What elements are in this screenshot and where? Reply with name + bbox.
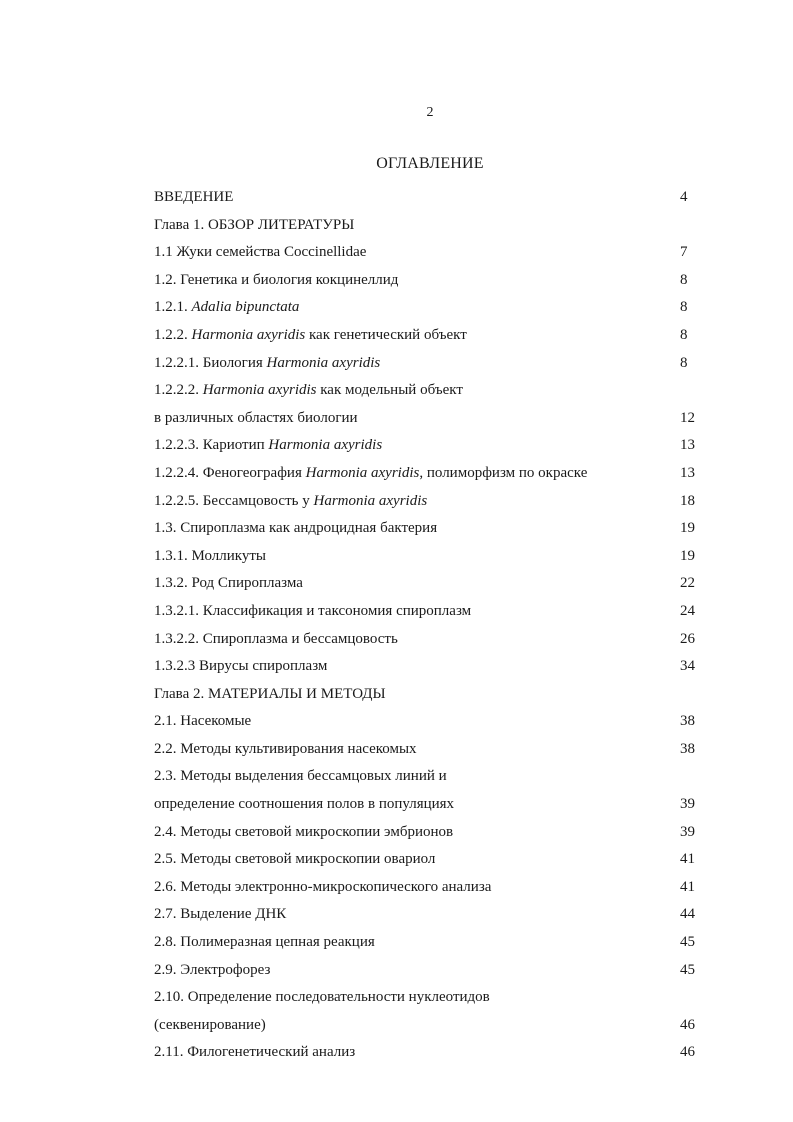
toc-entry-page-number: 26 (680, 630, 695, 647)
toc-entry-page-number: 45 (680, 961, 695, 978)
toc-entry (0, 184, 793, 212)
toc-entry (0, 653, 793, 681)
toc-entry-text: 1.2.2.2. (154, 382, 203, 399)
toc-entry-label (154, 681, 386, 709)
toc-entry-label (154, 515, 437, 543)
toc-entry-text: 1.1 Жуки семейства Coccinellidae (154, 244, 367, 261)
toc-entry-page-number: 19 (680, 520, 695, 537)
toc-entry-page-number: 7 (680, 244, 688, 261)
toc-entry-text: 2.2. Методы культивирования насекомых (154, 740, 417, 757)
toc-entry-label (154, 350, 380, 378)
toc-entry (0, 598, 793, 626)
toc-entry-text: 1.2.2.4. Феногеография (154, 464, 306, 481)
toc-entry-text: 2.9. Электрофорез (154, 961, 271, 978)
toc-entry-text: 1.3. Спироплазма как андроцидная бактерия (154, 520, 438, 537)
toc-entry-page-number: 8 (680, 326, 688, 343)
toc-entry (0, 1039, 793, 1067)
toc-entry-text: 2.5. Методы световой микроскопии овариол (154, 851, 436, 868)
toc-entry-page-number: 8 (680, 299, 688, 316)
toc-entry-page-number: 46 (680, 1016, 695, 1033)
page-number: 2 (426, 105, 434, 120)
toc-entry-text: 2.10. Определение последовательности нуклеотидов (154, 989, 490, 1006)
toc-entry-text: 2.8. Полимеразная цепная реакция (154, 934, 375, 951)
toc-entry (0, 681, 793, 709)
toc-entry-latin-name: Harmonia axyridis (266, 354, 381, 371)
toc-entry-text-continued: как генетический объект (305, 326, 467, 343)
toc-entry (0, 846, 793, 874)
toc-title: ОГЛАВЛЕНИЕ (376, 155, 484, 172)
toc-entry (0, 350, 793, 378)
toc-entry-label (154, 791, 454, 819)
toc-entry-text-continued: , полиморфизм по окраске (419, 464, 588, 481)
toc-entry-page-number: 4 (680, 189, 688, 205)
toc-entry-label (154, 322, 467, 350)
toc-entry-page-number: 12 (680, 409, 695, 426)
toc-entry-page-number: 24 (680, 602, 695, 619)
toc-entry-page-number: 8 (680, 271, 688, 288)
toc-entry-label (154, 267, 398, 295)
toc-entry-label (154, 598, 471, 626)
toc-entry-text: 1.3.2. Род Спироплазма (154, 575, 303, 592)
toc-entry-text: 1.2.2.5. Бессамцовость у (154, 492, 314, 509)
toc-entry-label (154, 763, 447, 791)
toc-entry (0, 405, 793, 433)
toc-entry-latin-name: Adalia bipunctata (191, 299, 300, 316)
toc-entry-page-number: 34 (680, 658, 695, 675)
toc-entry-text: 1.3.2.2. Спироплазма и бессамцовость (154, 630, 398, 647)
toc-entry-text: 1.2.2. (154, 326, 192, 343)
toc-entry-label (154, 736, 417, 764)
toc-entry-latin-name: Harmonia axyridis (268, 437, 383, 454)
toc-entry-page-number: 39 (680, 823, 695, 840)
toc-entry-latin-name: Harmonia axyridis (313, 492, 428, 509)
toc-entry-label (154, 184, 233, 212)
toc-entry-page-number: 45 (680, 934, 695, 951)
toc-entry (0, 488, 793, 516)
toc-entry (0, 736, 793, 764)
toc-entry-text: 1.2.1. (154, 299, 192, 316)
toc-entry-text: 2.11. Филогенетический анализ (154, 1044, 356, 1061)
toc-entry-latin-name: Harmonia axyridis (305, 464, 420, 481)
toc-entry-label (154, 653, 327, 681)
toc-entry-text: 2.7. Выделение ДНК (154, 906, 287, 923)
toc-entry-page-number: 22 (680, 575, 695, 592)
toc-entry-text: 1.3.2.3 Вирусы спироплазм (154, 658, 328, 675)
toc-entry-page-number: 13 (680, 464, 695, 481)
toc-entry (0, 984, 793, 1012)
toc-entry-latin-name: Harmonia axyridis (202, 382, 317, 399)
toc-entry (0, 957, 793, 985)
toc-entry-label (154, 901, 286, 929)
toc-entry-text: 1.2.2.3. Кариотип (154, 437, 269, 454)
toc-entry (0, 791, 793, 819)
toc-entry (0, 1012, 793, 1040)
toc-entry (0, 708, 793, 736)
toc-entry-label (154, 488, 427, 516)
toc-entry-text: 1.2.2.1. Биология (154, 354, 267, 371)
toc-entry-label (154, 377, 463, 405)
toc-entry-page-number: 41 (680, 878, 695, 895)
toc-entry-text: 2.1. Насекомые (154, 713, 252, 730)
toc-entry-text: ВВЕДЕНИЕ (154, 189, 234, 205)
toc-entry-page-number: 41 (680, 851, 695, 868)
toc-entry-label (154, 570, 303, 598)
toc-entry-label (154, 846, 435, 874)
toc-entry-text: (секвенирование) (154, 1016, 266, 1033)
toc-entry-text: Глава 2. МАТЕРИАЛЫ И МЕТОДЫ (154, 685, 386, 702)
toc-entry (0, 515, 793, 543)
toc-entry-page-number: 44 (680, 906, 695, 923)
toc-entry-label (154, 874, 491, 902)
toc-entry-page-number: 38 (680, 740, 695, 757)
toc-entry-latin-name: Harmonia axyridis (191, 326, 306, 343)
toc-entry-label (154, 1012, 266, 1040)
toc-entry (0, 239, 793, 267)
toc-entry (0, 929, 793, 957)
toc-entry (0, 322, 793, 350)
toc-entry-text: 2.3. Методы выделения бессамцовых линий и (154, 768, 447, 785)
toc-entry-label (154, 708, 251, 736)
toc-entry-text: 2.6. Методы электронно-микроскопического анализа (154, 878, 492, 895)
toc-entry-page-number: 8 (680, 354, 688, 371)
toc-entry-text: 2.4. Методы световой микроскопии эмбрионов (154, 823, 454, 840)
toc-entry-label (154, 432, 382, 460)
toc-entry (0, 763, 793, 791)
toc-entry-label (154, 212, 354, 240)
toc-entry-text: определение соотношения полов в популяциях (154, 796, 455, 813)
toc-entry (0, 819, 793, 847)
toc-entry (0, 874, 793, 902)
toc-entry-label (154, 239, 366, 267)
toc-entry (0, 626, 793, 654)
toc-entry (0, 543, 793, 571)
toc-entry-label (154, 957, 270, 985)
toc-entry-label (154, 929, 375, 957)
toc-entry-label (154, 405, 358, 433)
toc-entry (0, 460, 793, 488)
toc-entry-text: Глава 1. ОБЗОР ЛИТЕРАТУРЫ (154, 216, 355, 233)
toc-entry-page-number: 39 (680, 796, 695, 813)
toc-entry (0, 377, 793, 405)
toc-entry-text: в различных областях биологии (154, 409, 358, 426)
toc-entry-page-number: 18 (680, 492, 695, 509)
toc-entry-text-continued: как модельный объект (316, 382, 463, 399)
toc-entry-label (154, 626, 398, 654)
toc-entry-text: 1.2. Генетика и биология кокцинеллид (154, 271, 399, 288)
toc-entry (0, 212, 793, 240)
toc-entry-text: 1.3.2.1. Классификация и таксономия спироплазм (154, 602, 472, 619)
toc-entry-page-number: 13 (680, 437, 695, 454)
toc-entry-label (154, 460, 587, 488)
toc-entry-page-number: 19 (680, 547, 695, 564)
toc-entry-label (154, 543, 266, 571)
table-of-contents (0, 184, 793, 1067)
toc-entry (0, 294, 793, 322)
toc-entry-page-number: 46 (680, 1044, 695, 1061)
toc-entry-label (154, 294, 299, 322)
toc-entry-label (154, 984, 490, 1012)
toc-entry (0, 432, 793, 460)
toc-entry-label (154, 1039, 355, 1067)
toc-entry-label (154, 819, 453, 847)
toc-entry-page-number: 38 (680, 713, 695, 730)
toc-entry (0, 267, 793, 295)
toc-entry-text: 1.3.1. Молликуты (154, 547, 266, 564)
toc-entry (0, 901, 793, 929)
toc-entry (0, 570, 793, 598)
